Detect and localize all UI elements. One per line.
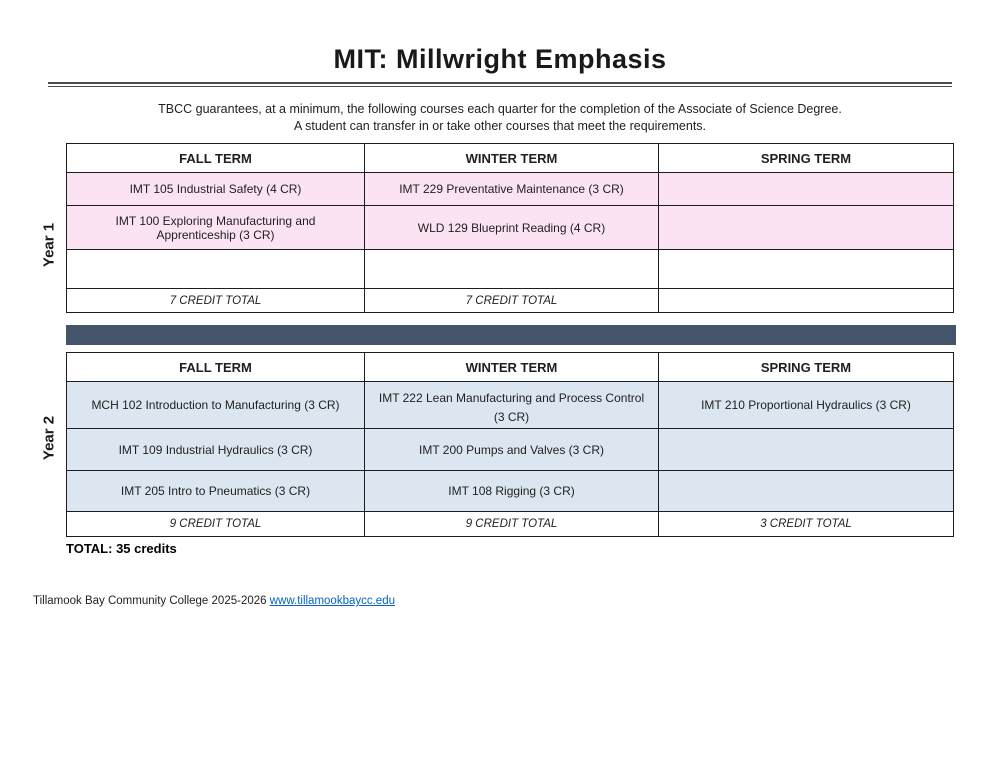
course-cell: IMT 105 Industrial Safety (4 CR) [67,173,365,206]
title-divider-rule [48,82,952,87]
credit-total-cell: 7 CREDIT TOTAL [67,289,365,313]
course-cell: IMT 108 Rigging (3 CR) [365,471,659,512]
course-cell: IMT 205 Intro to Pneumatics (3 CR) [67,471,365,512]
year1-header-fall: FALL TERM [67,144,365,173]
year1-header-spring: SPRING TERM [659,144,954,173]
year-separator-bar [66,325,956,345]
table-row [67,471,954,512]
grand-total-label: TOTAL: 35 credits [66,541,177,556]
table-row [67,250,954,289]
year1-table [66,143,954,313]
course-cell [659,173,954,206]
course-cell: IMT 229 Preventative Maintenance (3 CR) [365,173,659,206]
course-cell: IMT 210 Proportional Hydraulics (3 CR) [659,382,954,429]
year2-header-winter: WINTER TERM [365,353,659,382]
year1-totals-row [67,289,954,313]
course-cell: IMT 100 Exploring Manufacturing and Apprenticeship (3 CR) [67,206,365,250]
credit-total-cell [659,289,954,313]
credit-total-cell: 7 CREDIT TOTAL [365,289,659,313]
year2-header-row [67,353,954,382]
page-title: MIT: Millwright Emphasis [333,44,667,74]
year2-totals-row [67,512,954,537]
table-row [67,382,954,429]
course-cell: IMT 109 Industrial Hydraulics (3 CR) [67,429,365,471]
year2-header-fall: FALL TERM [67,353,365,382]
course-cell [365,250,659,289]
course-cell [365,382,659,429]
credit-total-cell: 9 CREDIT TOTAL [365,512,659,537]
subtitle-line-2: A student can transfer in or take other courses that meet the requirements. [293,119,707,133]
footer-link[interactable]: www.tillamookbaycc.edu [269,595,395,607]
course-cell: IMT 200 Pumps and Valves (3 CR) [365,429,659,471]
footer-text: Tillamook Bay Community College 2025-2026 [33,595,270,607]
footer [33,595,395,607]
credit-total-cell: 9 CREDIT TOTAL [67,512,365,537]
course-cell [659,250,954,289]
course-cell: WLD 129 Blueprint Reading (4 CR) [365,206,659,250]
year2-table [66,352,954,537]
clipped-course-text: IMT 222 Lean Manufacturing and Process Control (3 CR) [378,391,645,424]
table-row [67,429,954,471]
year1-label: Year 1 [40,222,58,268]
course-cell [659,206,954,250]
year1-header-winter: WINTER TERM [365,144,659,173]
year2-header-spring: SPRING TERM [659,353,954,382]
course-cell: MCH 102 Introduction to Manufacturing (3 CR) [67,382,365,429]
year1-header-row [67,144,954,173]
table-row [67,173,954,206]
course-cell [659,429,954,471]
table-row [67,206,954,250]
course-cell [659,471,954,512]
credit-total-cell: 3 CREDIT TOTAL [659,512,954,537]
subtitle-line-1: TBCC guarantees, at a minimum, the following courses each quarter for the completion of the Associate of Science Degree. [158,102,842,116]
course-cell [67,250,365,289]
year2-label: Year 2 [40,415,58,461]
